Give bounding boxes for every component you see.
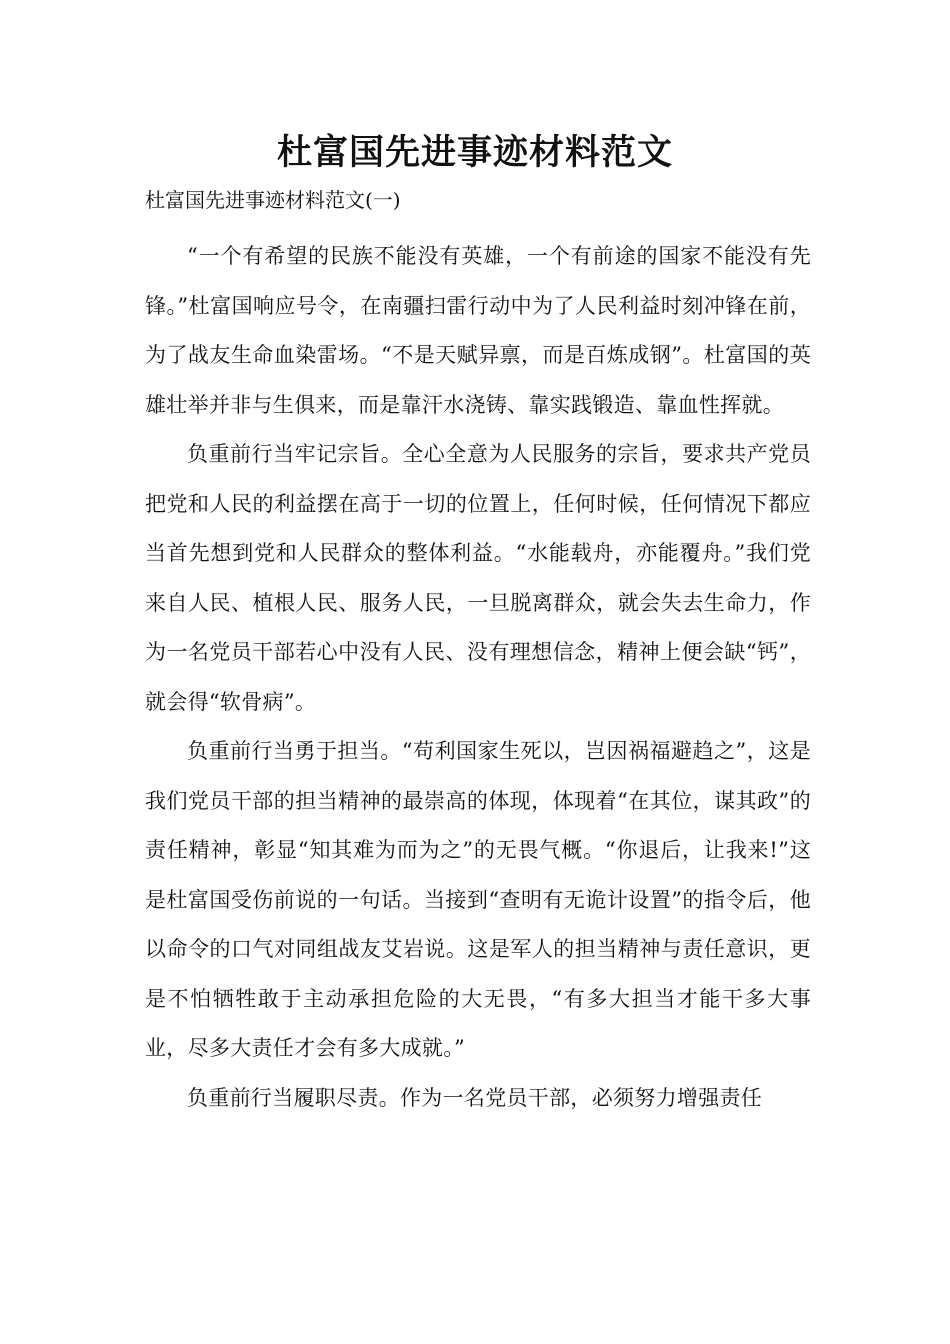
paragraph: 负重前行当履职尽责。作为一名党员干部，必须努力增强责任 — [187, 1085, 763, 1110]
document-title: 杜富国先进事迹材料范文 — [276, 133, 673, 173]
paragraph: “一个有希望的民族不能没有英雄，一个有前途的国家不能没有先锋。”杜富国响应号令，在南疆扫雷行动中为了人民利益时刻冲锋在前，为了战友生命血染雷场。“不是天赋异禀，而是百炼成钢”。杜富国的英雄壮举并非与生俱来，而是靠汗水浇铸、靠实践锻造、靠血性挥就。 — [145, 244, 811, 417]
paragraph: 负重前行当牢记宗旨。全心全意为人民服务的宗旨，要求共产党员把党和人民的利益摆在高于一切的位置上，任何时候，任何情况下都应当首先想到党和人民群众的整体利益。“水能载舟，亦能覆舟。”我们党来自人民、植根人民、服务人民，一旦脱离群众，就会失去生命力，作为一名党员干部若心中没有人民、没有理想信念，精神上便会缺“钙”，就会得“软骨病”。 — [145, 442, 811, 714]
document-body — [145, 232, 811, 1123]
document-subtitle: 杜富国先进事迹材料范文(一) — [145, 188, 401, 212]
paragraph: 负重前行当勇于担当。“苟利国家生死以，岂因祸福避趋之”，这是我们党员干部的担当精神的最崇高的体现，体现着“在其位，谋其政”的责任精神，彰显“知其难为而为之”的无畏气概。“你退后，让我来!”这是杜富国受伤前说的一句话。当接到“查明有无诡计设置”的指令后，他以命令的口气对同组战友艾岩说。这是军人的担当精神与责任意识，更是不怕牺牲敢于主动承担危险的大无畏，“有多大担当才能干多大事业，尽多大责任才会有多大成就。” — [145, 739, 811, 1060]
